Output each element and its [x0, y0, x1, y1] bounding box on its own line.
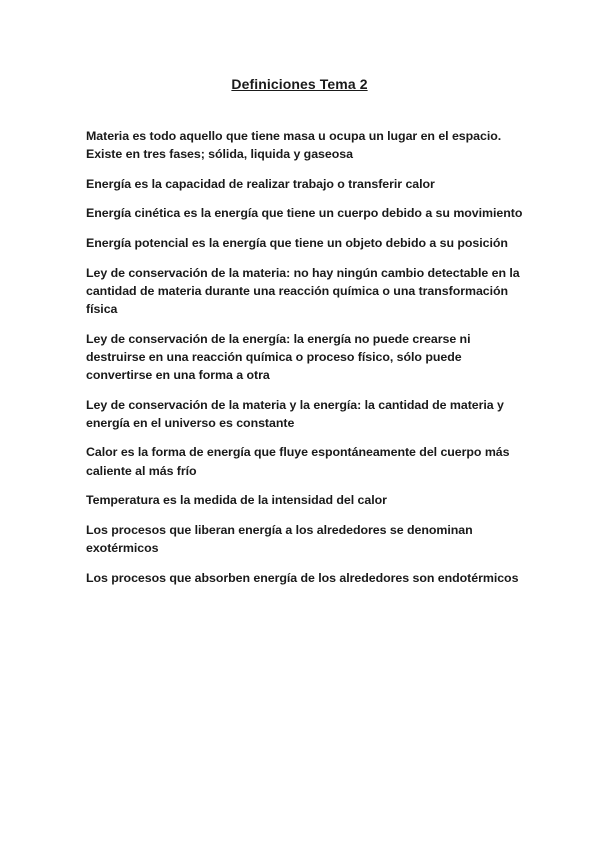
definition-ley-conservacion-energia	[86, 330, 526, 385]
definition-term: Temperatura	[86, 493, 160, 508]
definition-text: es la energía que tiene un cuerpo debido a su movimiento	[180, 206, 523, 221]
definition-text: es la forma de energía que fluye espontáneamente del cuerpo más caliente al más frío	[86, 445, 510, 478]
definition-term: Energía	[86, 176, 132, 191]
definition-term: Materia	[86, 129, 130, 143]
definitions-list	[86, 127, 526, 598]
definition-text: es la energía que tiene un objeto debido a su posición	[188, 235, 508, 250]
definition-ley-conservacion-materia-energia	[86, 396, 526, 432]
definition-text: la cantidad de materia y energía en el universo es constante	[86, 397, 504, 430]
definition-ley-conservacion-materia	[86, 264, 526, 319]
definition-text: es la medida de la intensidad del calor	[159, 493, 387, 508]
definition-term: Calor	[86, 445, 118, 460]
definition-text: la energía no puede crearse ni destruirse en una reacción química o proceso físico, sólo puede convertirse en una forma a otra	[86, 331, 471, 382]
definition-term: Ley de conservación de la energía:	[86, 331, 291, 346]
definition-endotermicos	[86, 569, 526, 587]
definition-exotermicos	[86, 521, 526, 557]
definition-materia	[86, 127, 526, 163]
definition-energia	[86, 175, 526, 193]
definition-text: no hay ningún cambio detectable en la cantidad de materia durante una reacción química o una transformación física	[86, 265, 520, 316]
definition-text: es la capacidad de realizar trabajo o transferir calor	[131, 176, 435, 191]
definition-energia-cinetica	[86, 204, 526, 222]
definition-text: Los procesos que absorben energía de los alrededores son endotérmicos	[86, 570, 519, 585]
definition-term: Ley de conservación de la materia y la energía:	[86, 397, 362, 412]
definition-text: Los procesos que liberan energía a los alrededores se denominan exotérmicos	[86, 522, 473, 555]
definition-term: Energía cinética	[86, 206, 181, 221]
definition-term: Ley de conservación de la materia:	[86, 265, 291, 280]
definition-text: es todo aquello que tiene masa u ocupa un lugar en el espacio. Existe en tres fases; sólida, liquida y gaseosa	[86, 129, 502, 162]
definition-temperatura	[86, 491, 526, 509]
document-title: Definiciones Tema 2	[231, 76, 368, 92]
definition-term: Energía potencial	[86, 235, 189, 250]
definition-calor	[86, 443, 526, 479]
definition-energia-potencial	[86, 234, 526, 252]
